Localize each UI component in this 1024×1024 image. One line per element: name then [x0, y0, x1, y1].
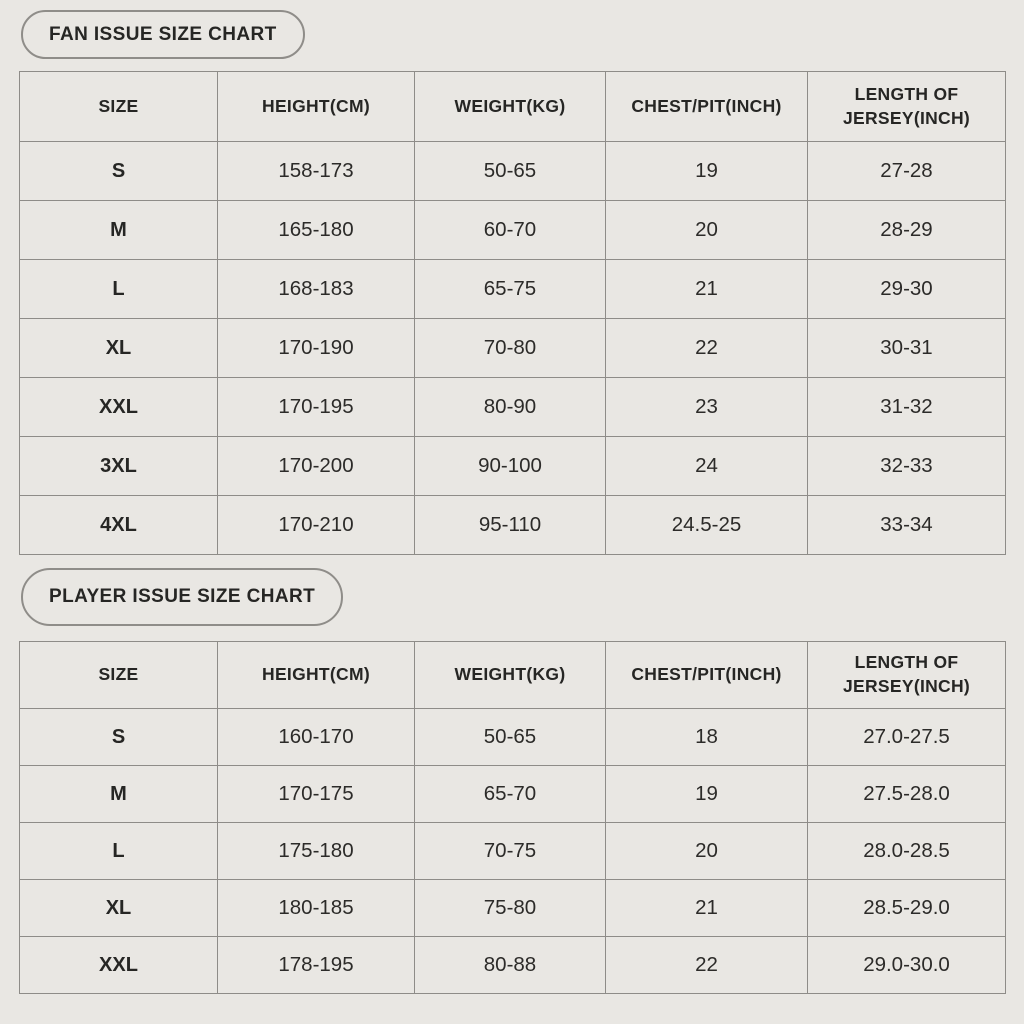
value-cell: 90-100: [415, 437, 606, 496]
value-cell: 29.0-30.0: [808, 937, 1006, 994]
size-cell: XL: [20, 880, 218, 937]
value-cell: 22: [606, 319, 808, 378]
header-row: [20, 72, 1006, 142]
column-header-0: SIZE: [20, 72, 218, 142]
value-cell: 19: [606, 766, 808, 823]
table-row: [20, 880, 1006, 937]
column-header-2: WEIGHT(KG): [415, 72, 606, 142]
column-header-4: LENGTH OF JERSEY(INCH): [808, 72, 1006, 142]
value-cell: 65-75: [415, 260, 606, 319]
value-cell: 21: [606, 260, 808, 319]
value-cell: 80-88: [415, 937, 606, 994]
value-cell: 18: [606, 709, 808, 766]
table-row: [20, 496, 1006, 555]
table-row: [20, 937, 1006, 994]
value-cell: 180-185: [218, 880, 415, 937]
value-cell: 158-173: [218, 142, 415, 201]
size-cell: M: [20, 201, 218, 260]
value-cell: 23: [606, 378, 808, 437]
fan-size-table: [19, 71, 1006, 555]
value-cell: 80-90: [415, 378, 606, 437]
value-cell: 28.0-28.5: [808, 823, 1006, 880]
value-cell: 70-75: [415, 823, 606, 880]
value-cell: 170-175: [218, 766, 415, 823]
value-cell: 27.0-27.5: [808, 709, 1006, 766]
table-row: [20, 142, 1006, 201]
size-cell: 3XL: [20, 437, 218, 496]
value-cell: 160-170: [218, 709, 415, 766]
column-header-1: HEIGHT(CM): [218, 642, 415, 709]
fan-chart-title-badge: [21, 10, 305, 59]
player-size-section: [0, 555, 1024, 994]
column-header-0: SIZE: [20, 642, 218, 709]
table-row: [20, 437, 1006, 496]
value-cell: 60-70: [415, 201, 606, 260]
table-row: [20, 378, 1006, 437]
player-size-table: [19, 641, 1006, 994]
size-cell: XXL: [20, 937, 218, 994]
value-cell: 30-31: [808, 319, 1006, 378]
value-cell: 65-70: [415, 766, 606, 823]
value-cell: 170-195: [218, 378, 415, 437]
value-cell: 28-29: [808, 201, 1006, 260]
value-cell: 32-33: [808, 437, 1006, 496]
value-cell: 19: [606, 142, 808, 201]
size-cell: S: [20, 142, 218, 201]
table-row: [20, 319, 1006, 378]
value-cell: 22: [606, 937, 808, 994]
table-row: [20, 260, 1006, 319]
value-cell: 70-80: [415, 319, 606, 378]
column-header-1: HEIGHT(CM): [218, 72, 415, 142]
player-chart-title-badge: [21, 568, 343, 626]
value-cell: 50-65: [415, 142, 606, 201]
table-row: [20, 709, 1006, 766]
table-row: [20, 823, 1006, 880]
value-cell: 170-210: [218, 496, 415, 555]
value-cell: 50-65: [415, 709, 606, 766]
value-cell: 170-200: [218, 437, 415, 496]
value-cell: 168-183: [218, 260, 415, 319]
table-row: [20, 201, 1006, 260]
column-header-3: CHEST/PIT(INCH): [606, 642, 808, 709]
column-header-2: WEIGHT(KG): [415, 642, 606, 709]
size-cell: XXL: [20, 378, 218, 437]
value-cell: 28.5-29.0: [808, 880, 1006, 937]
value-cell: 178-195: [218, 937, 415, 994]
column-header-4: LENGTH OF JERSEY(INCH): [808, 642, 1006, 709]
value-cell: 175-180: [218, 823, 415, 880]
value-cell: 27.5-28.0: [808, 766, 1006, 823]
value-cell: 165-180: [218, 201, 415, 260]
value-cell: 75-80: [415, 880, 606, 937]
value-cell: 20: [606, 823, 808, 880]
value-cell: 21: [606, 880, 808, 937]
size-cell: M: [20, 766, 218, 823]
value-cell: 29-30: [808, 260, 1006, 319]
size-cell: S: [20, 709, 218, 766]
size-cell: L: [20, 823, 218, 880]
size-cell: 4XL: [20, 496, 218, 555]
value-cell: 20: [606, 201, 808, 260]
value-cell: 31-32: [808, 378, 1006, 437]
column-header-3: CHEST/PIT(INCH): [606, 72, 808, 142]
value-cell: 24.5-25: [606, 496, 808, 555]
table-row: [20, 766, 1006, 823]
player-chart-title: PLAYER ISSUE SIZE CHART: [49, 586, 316, 607]
value-cell: 24: [606, 437, 808, 496]
value-cell: 33-34: [808, 496, 1006, 555]
size-cell: L: [20, 260, 218, 319]
value-cell: 95-110: [415, 496, 606, 555]
value-cell: 27-28: [808, 142, 1006, 201]
header-row: [20, 642, 1006, 709]
size-cell: XL: [20, 319, 218, 378]
value-cell: 170-190: [218, 319, 415, 378]
fan-chart-title: FAN ISSUE SIZE CHART: [49, 23, 277, 45]
